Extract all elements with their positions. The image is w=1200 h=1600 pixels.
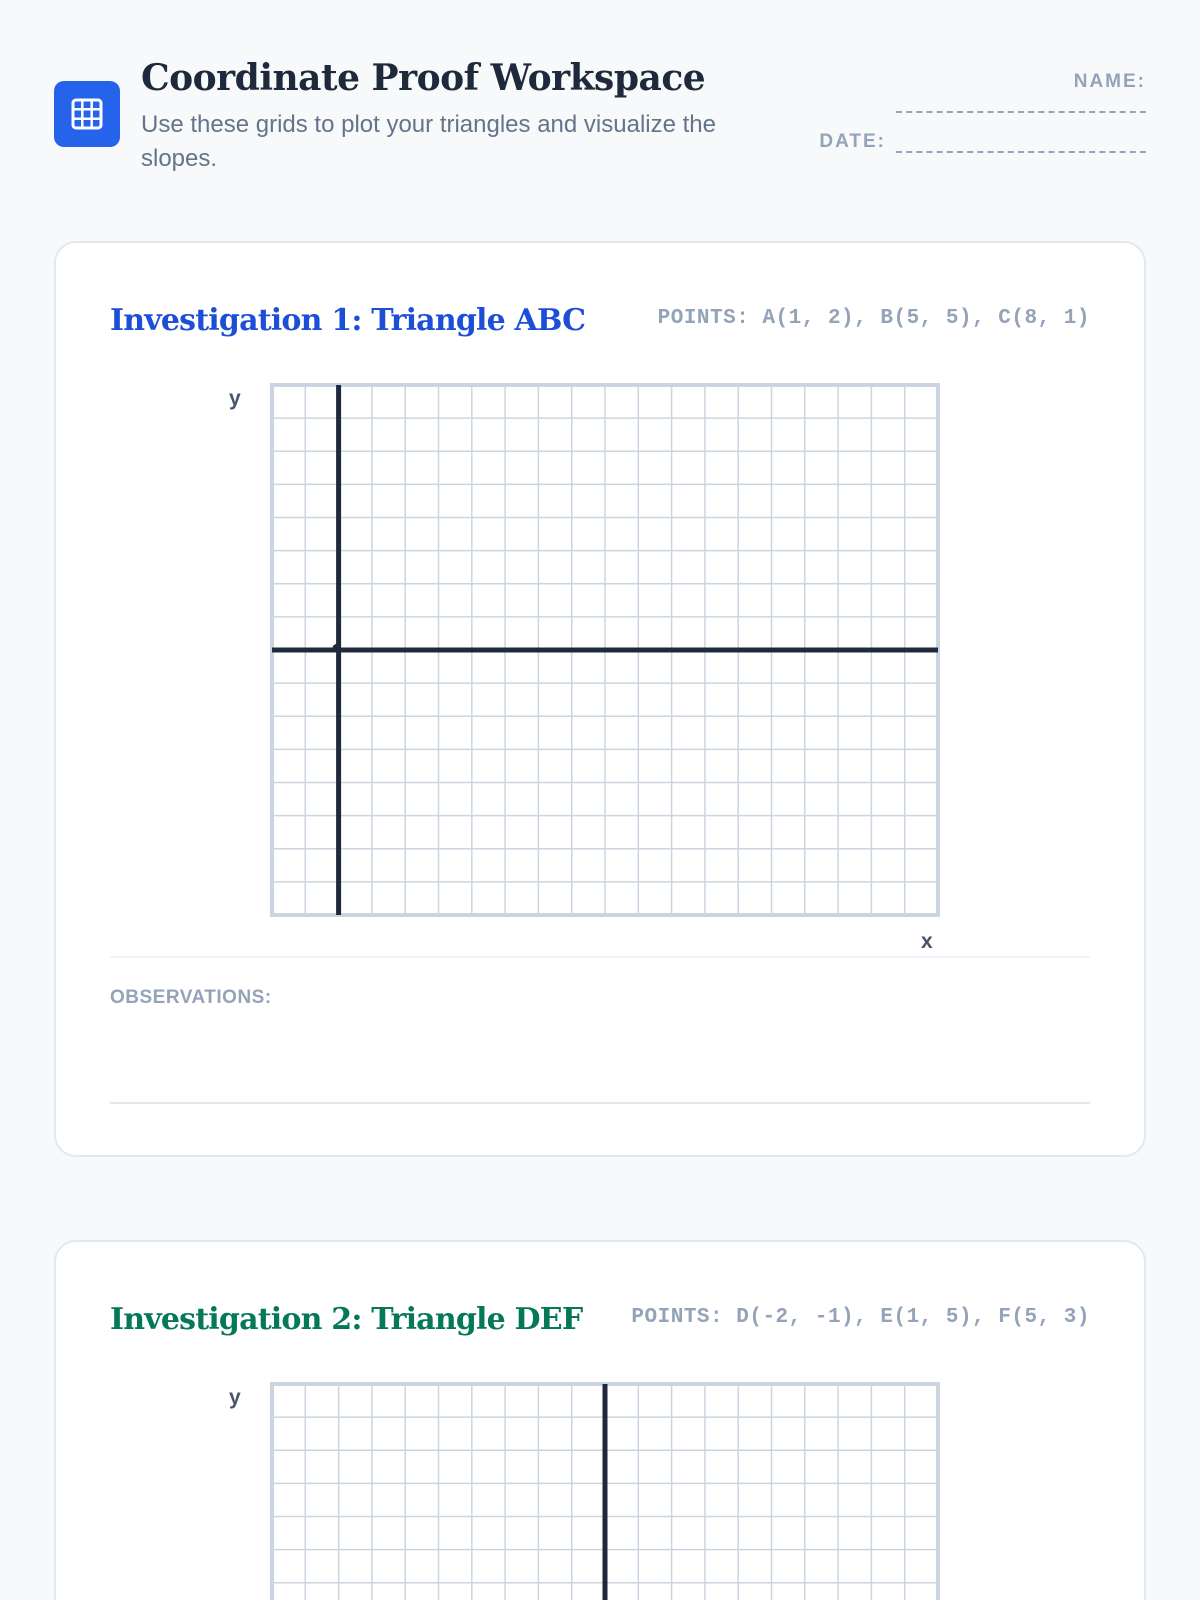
- name-field[interactable]: [896, 111, 1146, 113]
- logo: [54, 81, 120, 147]
- date-field[interactable]: [896, 151, 1146, 153]
- grid-icon: [71, 98, 103, 130]
- page-title: Coordinate Proof Workspace: [141, 57, 706, 99]
- observations-field[interactable]: [110, 1102, 1090, 1104]
- page-header: [54, 57, 1146, 177]
- investigation-title: Investigation 2: Triangle DEF: [110, 1302, 583, 1337]
- y-axis-label: y: [229, 387, 241, 410]
- investigation-card: [54, 1240, 1146, 1600]
- observations-label: OBSERVATIONS:: [110, 987, 272, 1008]
- y-axis-label: y: [229, 1386, 241, 1409]
- investigation-card: [54, 241, 1146, 1157]
- investigation-title: Investigation 1: Triangle ABC: [110, 303, 586, 338]
- page-subtitle: Use these grids to plot your triangles and visualize the slopes.: [141, 111, 716, 172]
- points-list: POINTS: D(-2, -1), E(1, 5), F(5, 3): [631, 1306, 1090, 1329]
- origin-point: [333, 644, 341, 652]
- date-label: DATE:: [819, 131, 886, 152]
- name-label: NAME:: [1073, 71, 1146, 92]
- points-list: POINTS: A(1, 2), B(5, 5), C(8, 1): [657, 307, 1090, 330]
- x-axis-label: x: [921, 930, 933, 953]
- coordinate-grid[interactable]: [270, 383, 940, 917]
- divider: [110, 956, 1090, 958]
- coordinate-grid[interactable]: [270, 1382, 940, 1600]
